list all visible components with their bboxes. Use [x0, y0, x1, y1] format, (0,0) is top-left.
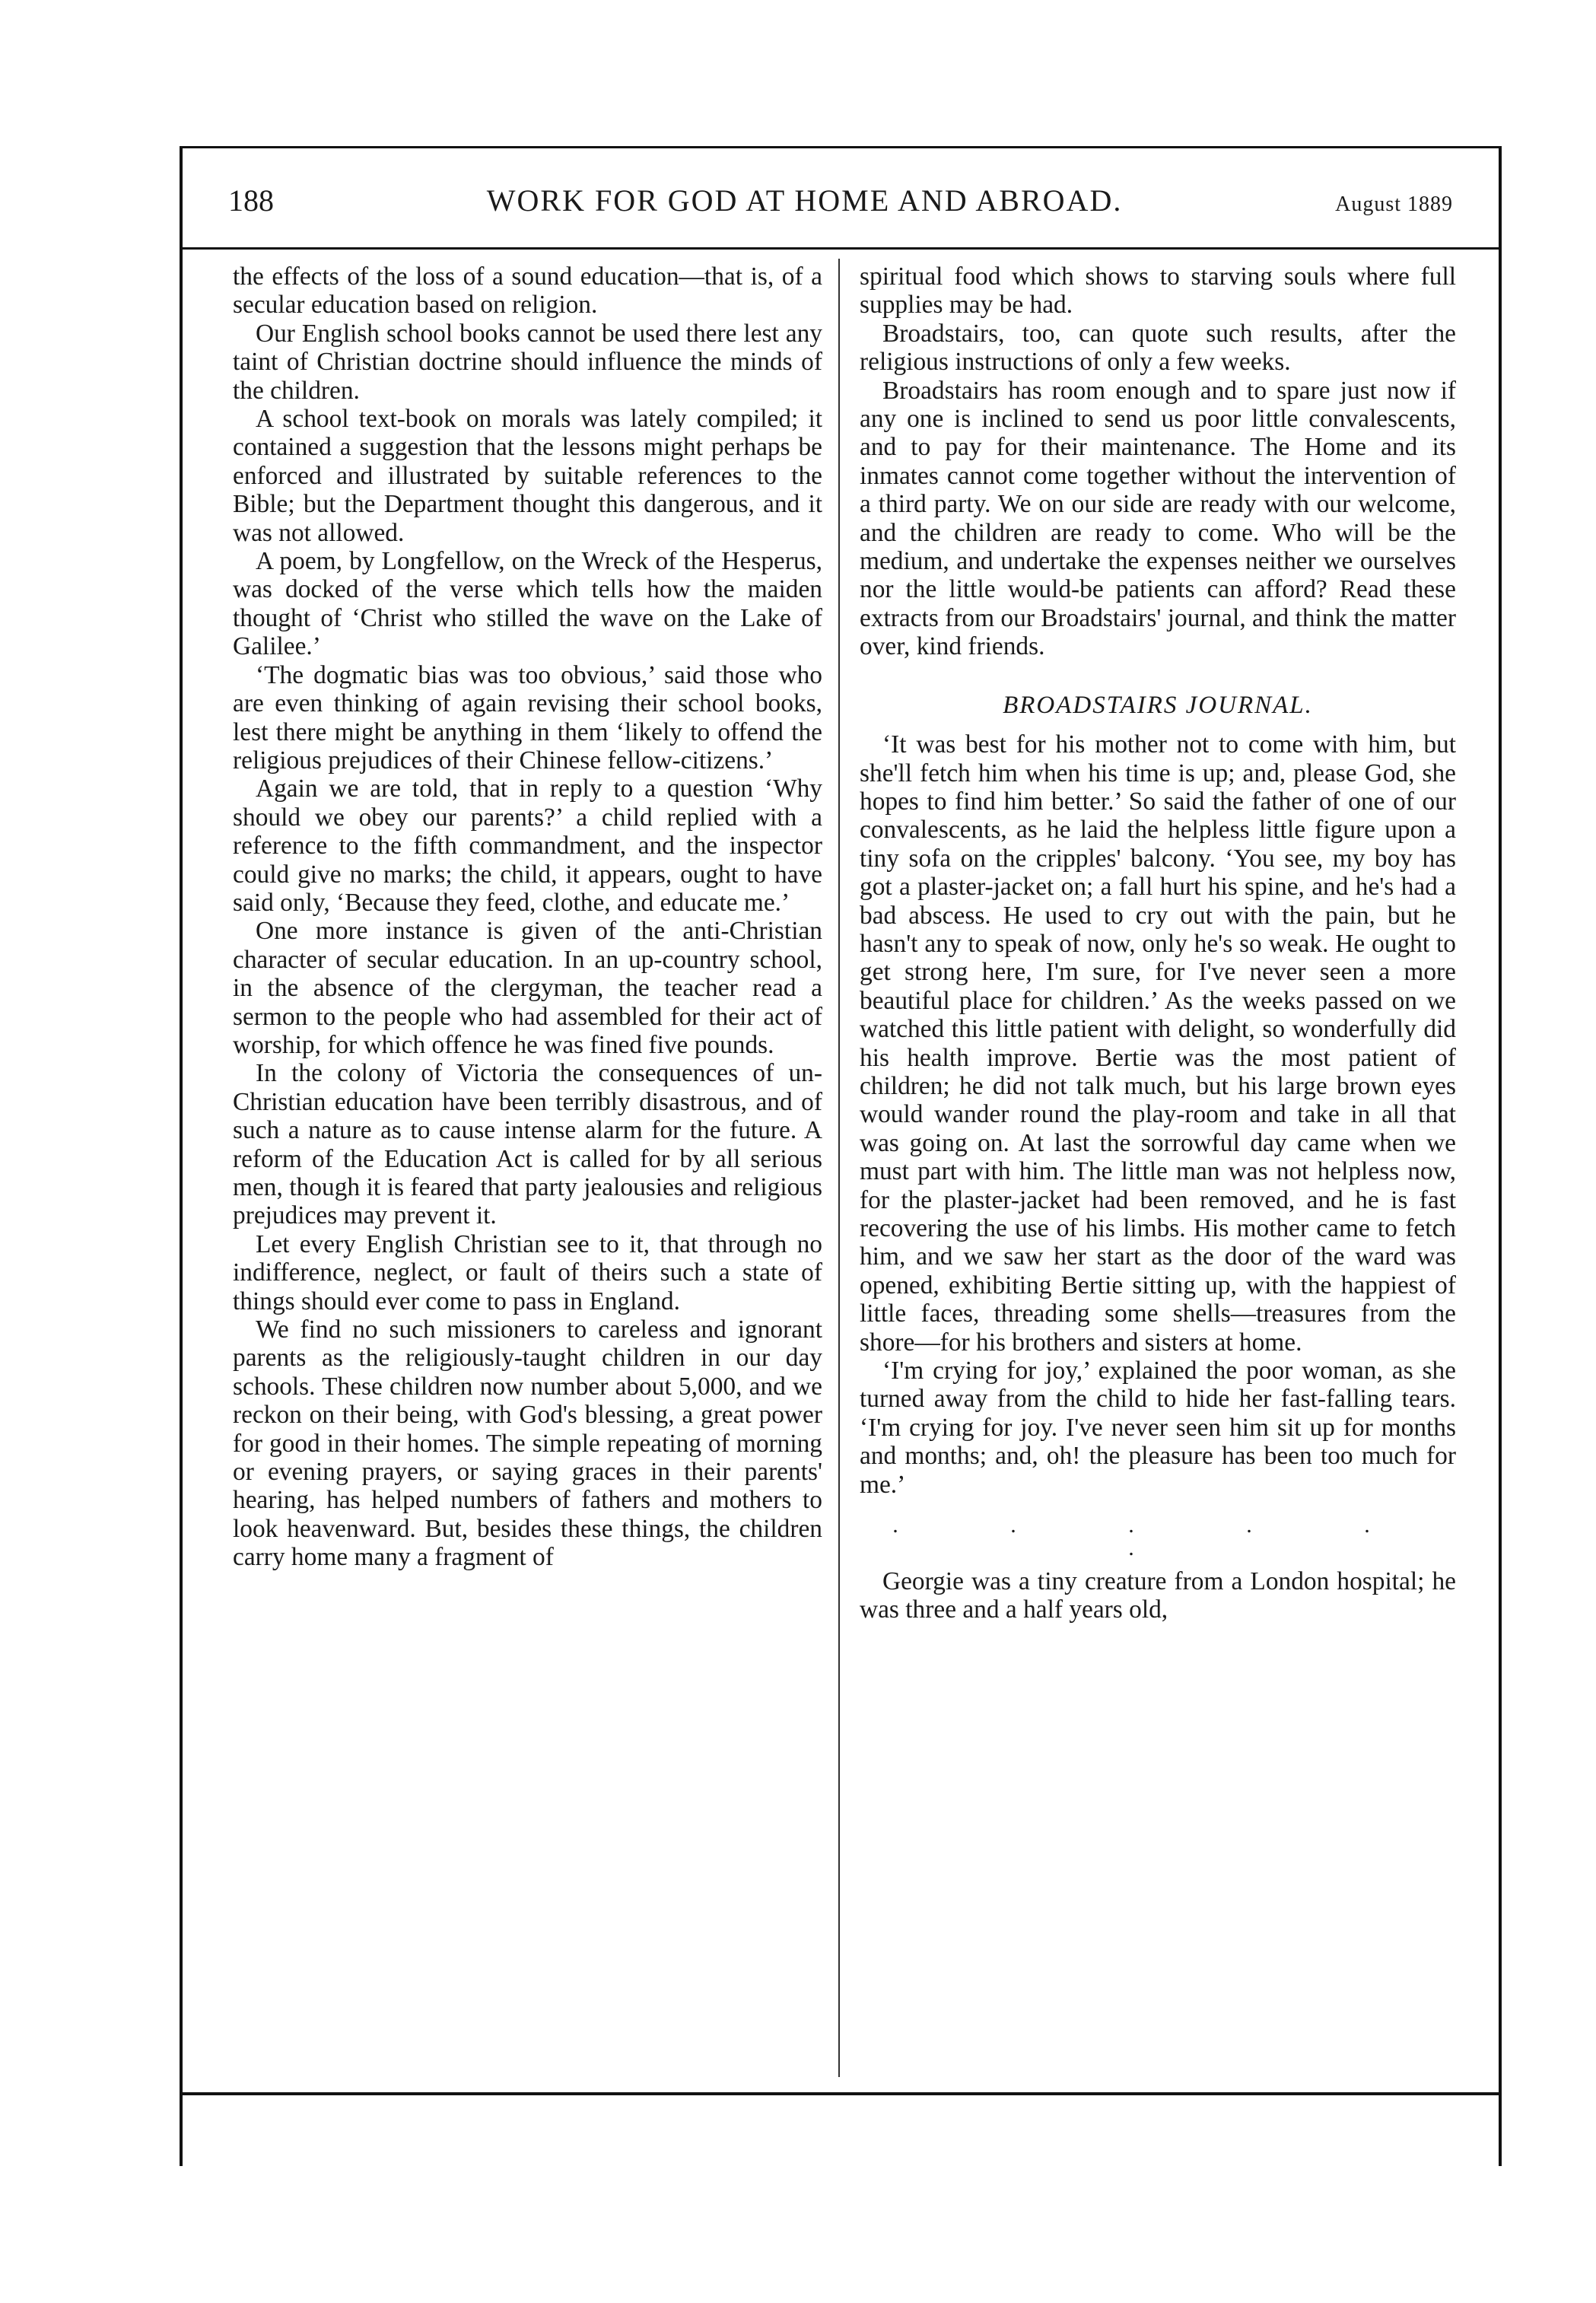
running-title: WORK FOR GOD AT HOME AND ABROAD.: [486, 183, 1123, 218]
paragraph: the effects of the loss of a sound education—that is, of a secular education based on religion.: [233, 262, 822, 320]
frame-bottom-rule: [180, 2092, 1502, 2095]
section-title: BROADSTAIRS JOURNAL.: [1003, 691, 1313, 719]
frame-top-rule: [180, 146, 1502, 148]
paragraph: Georgie was a tiny creature from a London hospital; he was three and a half years old,: [860, 1567, 1456, 1624]
paragraph: A school text-book on morals was lately compiled; it contained a suggestion that the lessons might perhaps be enforced and illustrated by suitable references to the Bible; but the Department thought this dangerous, and it was not allowed.: [233, 405, 822, 547]
header-rule: [180, 247, 1502, 250]
paragraph: One more instance is given of the anti-Christian character of secular education. In an up-country school, in the absence of the clergyman, the teacher read a sermon to the people who had assembled for their act of worship, for which offence he was fined five pounds.: [233, 917, 822, 1059]
paragraph: ‘The dogmatic bias was too obvious,’ said those who are even thinking of again revising their school books, lest there might be anything in them ‘likely to offend the religious prejudices of their Chinese fellow-citizens.’: [233, 660, 822, 775]
paragraph: Our English school books cannot be used there lest any taint of Christian doctrine should influence the minds of the children.: [233, 319, 822, 405]
paragraph: spiritual food which shows to starving souls where full supplies may be had.: [860, 262, 1456, 320]
paragraph: A poem, by Longfellow, on the Wreck of the Hesperus, was docked of the verse which tells how the maiden thought of ‘Christ who stilled the wave on the Lake of Galilee.’: [233, 547, 822, 661]
page-header: [228, 183, 1453, 228]
column-divider: [838, 259, 840, 2077]
paragraph: Broadstairs has room enough and to spare just now if any one is inclined to send us poor little convalescents, and to pay for their maintenance. The Home and its inmates cannot come together without the intervention of a third party. We on our side are ready with our welcome, and the children are ready to come. Who will be the medium, and undertake the expenses neither we ourselves nor the little would-be patients can afford? Read these extracts from our Broadstairs' journal, and think the matter over, kind friends.: [860, 376, 1456, 661]
paragraph: In the colony of Victoria the consequences of un-Christian education have been terribly disastrous, and of such a nature as to cause intense alarm for the future. A reform of the Education Act is called for by all serious men, though it is feared that party jealousies and religious prejudices may prevent it.: [233, 1059, 822, 1230]
page-number: 188: [228, 183, 274, 218]
paragraph: ‘I'm crying for joy,’ explained the poor woman, as she turned away from the child to hide her fast-falling tears. ‘I'm crying for joy. I've never seen him sit up for months and months; and, oh! the pleasure has been too much for me.’: [860, 1357, 1456, 1499]
paragraph: Broadstairs, too, can quote such results, after the religious instructions of only a few weeks.: [860, 319, 1456, 377]
right-column: [860, 262, 1456, 1624]
left-column: [233, 262, 822, 1572]
paragraph: Let every English Christian see to it, that through no indifference, neglect, or fault of theirs such a state of things should ever come to pass in England.: [233, 1229, 822, 1315]
issue-date: August 1889: [1335, 192, 1453, 216]
paragraph: ‘It was best for his mother not to come with him, but she'll fetch him when his time is up; and, please God, she hopes to find him better.’ So said the father of one of our convalescents, as he laid the helpless little figure upon a tiny sofa on the cripples' balcony. ‘You see, my boy has got a plaster-jacket on; a fall hurt his spine, and he's had a bad abscess. He used to cry out with the pain, but he hasn't any to speak of now, only he's so weak. He ought to get strong here, I'm sure, for I've never seen a more beautiful place for children.’ As the weeks passed on we watched this little patient with delight, so wonderfully did his health improve. Bertie was the most patient of children; he did not talk much, but his large brown eyes would wander round the play-room and take in all that was going on. At last the sorrowful day came when we must part with him. The little man was not helpless now, for the plaster-jacket had been removed, and he is fast recovering the use of his limbs. His mother came to fetch him, and we saw her start as the door of the ward was opened, exhibiting Bertie sitting up, with the happiest of little faces, threading some shells—treasures from the shore—for his brothers and sisters at home.: [860, 730, 1456, 1357]
section-separator: . . . . . .: [892, 1513, 1423, 1561]
paragraph: Again we are told, that in reply to a question ‘Why should we obey our parents?’ a child replied with a reference to the fifth commandment, and the inspector could give no marks; the child, it appears, ought to have said only, ‘Because they feed, clothe, and educate me.’: [233, 775, 822, 917]
paragraph: We find no such missioners to careless and ignorant parents as the religiously-taught children in our day schools. These children now number about 5,000, and we reckon on their being, with God's blessing, a great power for good in their homes. The simple repeating of morning or evening prayers, or saying graces in their parents' hearing, has helped numbers of fathers and mothers to look heavenward. But, besides these things, the children carry home many a fragment of: [233, 1315, 822, 1572]
